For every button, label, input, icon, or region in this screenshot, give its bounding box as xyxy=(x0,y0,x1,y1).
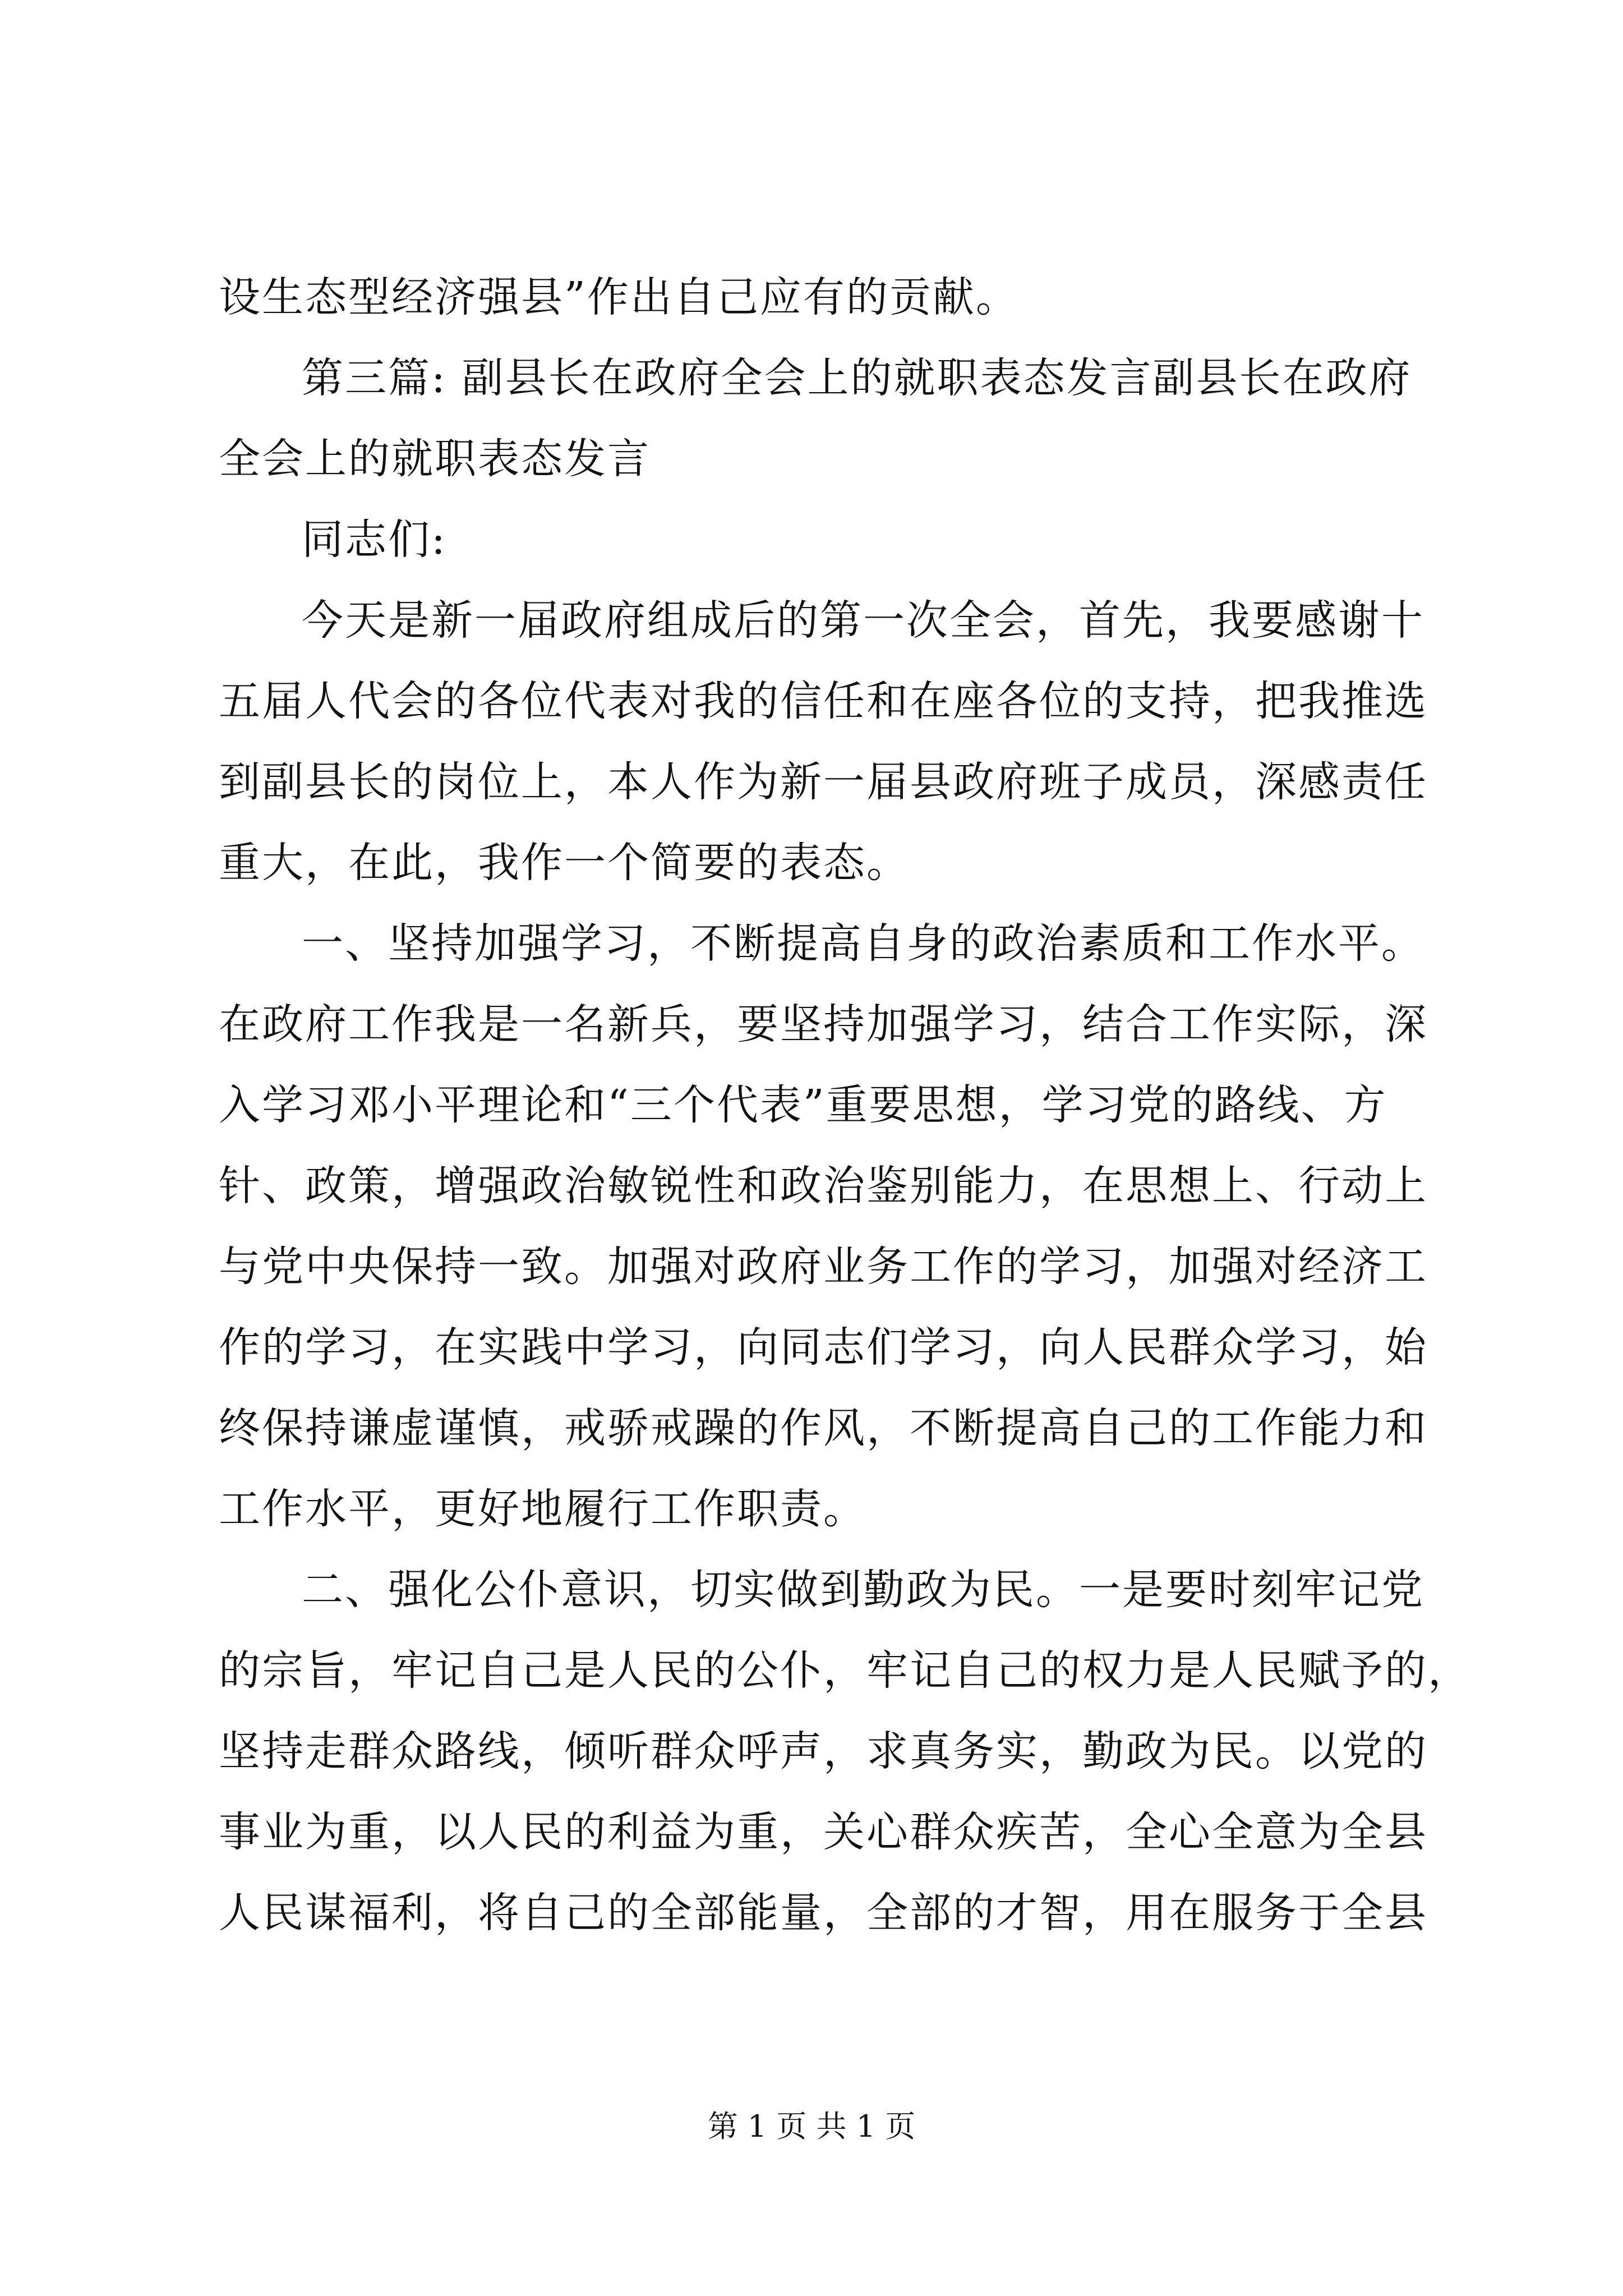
page-number-footer: 第 1 页 共 1 页 xyxy=(707,2109,916,2144)
text-line: 与党中央保持一致。加强对政府业务工作的学习，加强对经济工 xyxy=(219,1243,1428,1291)
text-line: 工作水平，更好地履行工作职责。 xyxy=(219,1485,866,1533)
text-line: 五届人代会的各位代表对我的信任和在座各位的支持，把我推选 xyxy=(219,677,1428,725)
text-line: 坚持走群众路线，倾听群众呼声，求真务实，勤政为民。以党的 xyxy=(219,1727,1428,1775)
text-line: 设生态型经济强县”作出自己应有的贡献。 xyxy=(219,273,1019,321)
paragraph-start-line: 一、坚持加强学习，不断提高自身的政治素质和工作水平。 xyxy=(302,919,1424,968)
text-line: 在政府工作我是一名新兵，要坚持加强学习，结合工作实际，深 xyxy=(219,1000,1428,1048)
salutation-line: 同志们: xyxy=(302,516,447,564)
text-line: 事业为重，以人民的利益为重，关心群众疾苦，全心全意为全县 xyxy=(219,1808,1428,1856)
text-line: 到副县长的岗位上，本人作为新一届县政府班子成员，深感责任 xyxy=(219,758,1428,806)
text-line: 针、政策，增强政治敏锐性和政治鉴别能力，在思想上、行动上 xyxy=(219,1162,1428,1210)
paragraph-start-line: 今天是新一届政府组成后的第一次全会，首先，我要感谢十 xyxy=(302,596,1424,645)
text-line: 重大，在此，我作一个简要的表态。 xyxy=(219,839,910,887)
text-line: 全会上的就职表态发言 xyxy=(219,435,651,483)
paragraph-start-line: 二、强化公仆意识，切实做到勤政为民。一是要时刻牢记党 xyxy=(302,1566,1424,1614)
text-line: 人民谋福利，将自己的全部能量，全部的才智，用在服务于全县 xyxy=(219,1889,1428,1937)
text-line: 终保持谦虚谨慎，戒骄戒躁的作风，不断提高自己的工作能力和 xyxy=(219,1404,1428,1452)
section-heading-line: 第三篇: 副县长在政府全会上的就职表态发言副县长在政府 xyxy=(302,354,1412,402)
document-body xyxy=(219,257,1471,1953)
text-line: 作的学习，在实践中学习，向同志们学习，向人民群众学习，始 xyxy=(219,1323,1428,1372)
text-line: 入学习邓小平理论和“三个代表”重要思想，学习党的路线、方 xyxy=(219,1081,1387,1129)
text-line: 的宗旨，牢记自己是人民的公仆，牢记自己的权力是人民赋予的， xyxy=(219,1646,1471,1695)
